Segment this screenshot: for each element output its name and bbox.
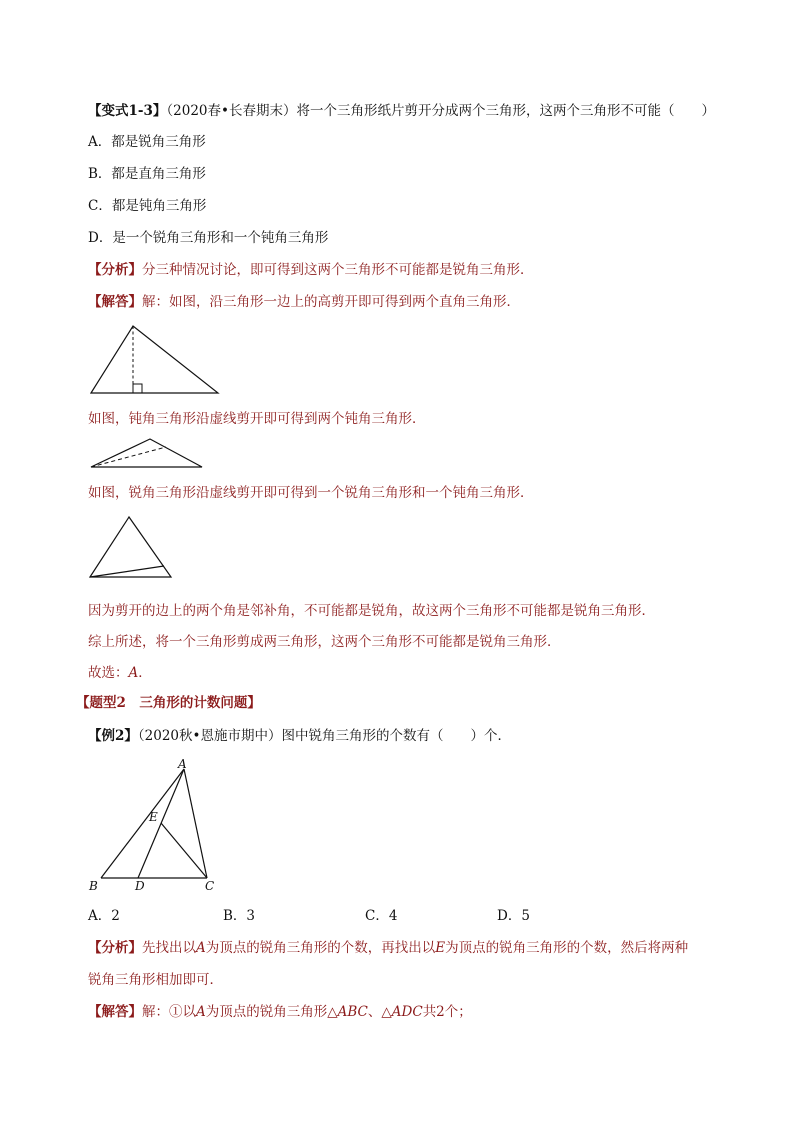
q1-summary: 综上所述，将一个三角形剪成两三角形，这两个三角形不可能都是锐角三角形． (88, 634, 561, 650)
q2-answer-vertex: A (196, 1004, 206, 1020)
q2-answer-part-c: 、△ (367, 1004, 392, 1020)
q1-choice-letter: A (128, 665, 139, 681)
q1-analysis (88, 260, 534, 280)
q2-analysis-line1 (88, 938, 688, 958)
q2-answer-part-a: 解：①以 (142, 1004, 196, 1020)
q1-reason: 因为剪开的边上的两个角是邻补角，不可能都是锐角，故这两个三角形不可能都是锐角三角形． (88, 603, 655, 619)
q2-option-a: A．2 (88, 908, 120, 924)
q1-source: （2020春•长春期末） (166, 103, 297, 119)
q1-choice-suffix: ． (138, 665, 152, 681)
q2-answer-tri1: ABC (337, 1004, 368, 1020)
label-c: C (205, 879, 215, 893)
outer-triangle (91, 326, 218, 393)
acute-triangle (90, 517, 171, 577)
segment-ab (101, 769, 184, 878)
q1-choice-prefix: 故选： (88, 665, 129, 681)
acute-cut-line (90, 566, 164, 577)
q2-option-b: B．3 (223, 908, 256, 924)
figure-acute-triangle (89, 515, 174, 580)
q2-analysis-vertex-a: A (196, 940, 206, 956)
q1-analysis-text: 分三种情况讨论，即可得到这两个三角形不可能都是锐角三角形． (142, 262, 534, 278)
q2-tag: 【例2】 (88, 728, 138, 744)
label-a: A (178, 757, 187, 771)
q1-option-b: B．都是直角三角形 (88, 166, 206, 182)
q2-answer-part-d: 共2个； (422, 1004, 472, 1020)
q2-analysis-tag: 【分析】 (88, 940, 142, 956)
q1-answer-intro: 解：如图，沿三角形一边上的高剪开即可得到两个直角三角形． (142, 294, 520, 310)
segment-ec (161, 823, 207, 878)
q1-option-d: D．是一个锐角三角形和一个钝角三角形 (88, 230, 329, 246)
q1-tag: 【变式1-3】 (88, 103, 167, 119)
q1-choice (88, 663, 152, 683)
q1-stem: 将一个三角形纸片剪开分成两个三角形，这两个三角形不可能（ ） (296, 103, 715, 119)
figure-right-triangles (90, 324, 220, 396)
q1-analysis-tag: 【分析】 (88, 262, 142, 278)
label-b: B (89, 879, 98, 893)
q2-stem: 图中锐角三角形的个数有（ ）个． (281, 728, 511, 744)
q1-answer (88, 292, 520, 312)
q2-stem-line (88, 726, 511, 746)
q1-option-c: C．都是钝角三角形 (88, 198, 207, 214)
q2-analysis-line2: 锐角三角形相加即可． (88, 972, 223, 988)
q1-answer-tag: 【解答】 (88, 294, 142, 310)
q2-answer-tag: 【解答】 (88, 1004, 142, 1020)
q2-answer (88, 1002, 472, 1022)
q2-option-c: C．4 (365, 908, 398, 924)
section-title: 【题型2 三角形的计数问题】 (76, 695, 261, 711)
right-angle-mark (133, 384, 142, 393)
q1-option-a: A．都是锐角三角形 (88, 134, 206, 150)
obtuse-cut-dashed-line (91, 447, 166, 467)
q2-answer-tri2: ADC (391, 1004, 423, 1020)
q2-analysis-part-c: 为顶点的锐角三角形的个数，然后将两种 (445, 940, 689, 956)
q1-fig2-text: 如图，钝角三角形沿虚线剪开即可得到两个钝角三角形． (88, 411, 426, 427)
figure-triangle-abcde (86, 757, 226, 892)
q1-stem-line (88, 101, 715, 121)
q2-option-d: D．5 (497, 908, 530, 924)
label-d: D (135, 879, 145, 893)
figure-obtuse-triangle (90, 438, 205, 470)
q2-answer-part-b: 为顶点的锐角三角形△ (205, 1004, 338, 1020)
q2-source: （2020秋•恩施市期中） (137, 728, 282, 744)
q2-analysis-part-b: 为顶点的锐角三角形的个数，再找出以 (205, 940, 436, 956)
q1-fig3-text: 如图，锐角三角形沿虚线剪开即可得到一个锐角三角形和一个钝角三角形． (88, 485, 534, 501)
q2-analysis-part-a: 先找出以 (142, 940, 196, 956)
label-e: E (149, 810, 158, 824)
segment-ac (184, 769, 207, 878)
q2-analysis-vertex-e: E (435, 940, 446, 956)
